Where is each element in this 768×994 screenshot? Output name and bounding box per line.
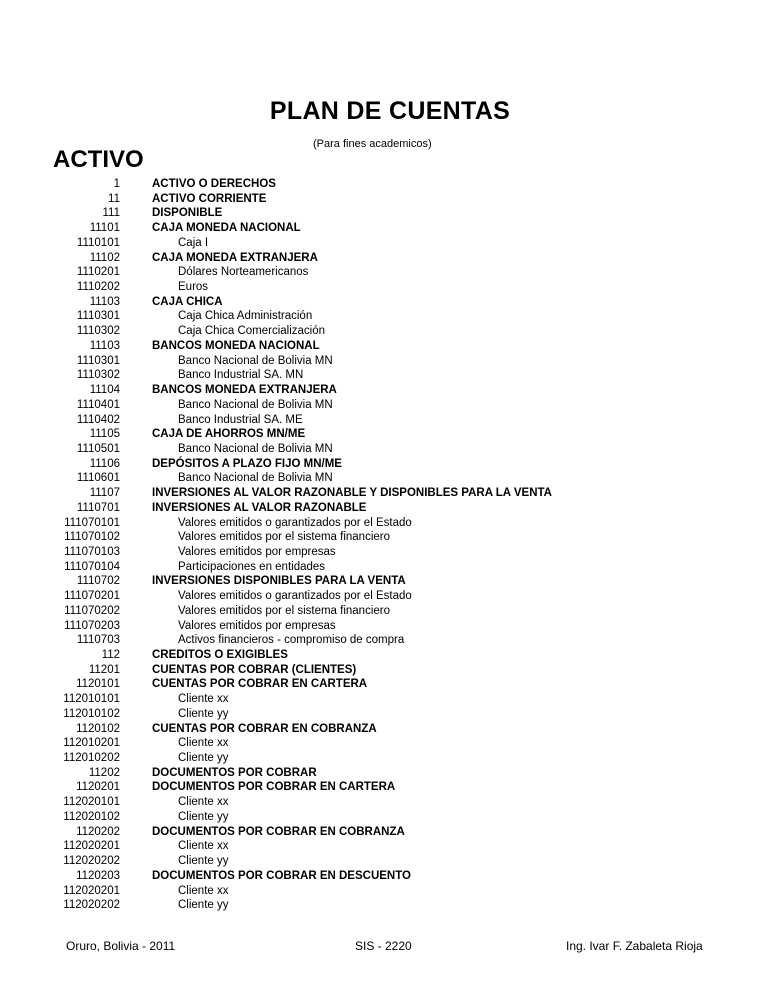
account-row [0, 589, 768, 604]
account-row [0, 221, 768, 236]
account-name: Cliente yy [178, 707, 229, 720]
account-row [0, 265, 768, 280]
account-group-name: CUENTAS POR COBRAR EN COBRANZA [152, 722, 377, 735]
account-row [0, 442, 768, 457]
account-row [0, 722, 768, 737]
account-group-name: CAJA DE AHORROS MN/ME [152, 428, 306, 441]
account-row [0, 648, 768, 663]
footer-location: Oruro, Bolivia - 2011 [66, 939, 176, 953]
account-name: Cliente xx [178, 884, 229, 897]
account-code: 111070202 [64, 604, 120, 617]
account-code: 11104 [89, 384, 120, 397]
account-group-name: ACTIVO O DERECHOS [152, 178, 276, 190]
account-code: 11 [108, 192, 120, 205]
section-heading: ACTIVO [53, 146, 144, 173]
account-code: 112020201 [63, 840, 120, 853]
account-name: Banco Nacional de Bolivia MN [178, 442, 333, 455]
account-code: 1120203 [76, 869, 120, 882]
account-row [0, 339, 768, 354]
account-name: Valores emitidos o garantizados por el Estado [178, 516, 412, 529]
account-code: 11201 [88, 663, 120, 676]
account-code: 1 [113, 178, 120, 190]
account-name: Valores emitidos por el sistema financiero [178, 604, 390, 617]
account-code: 11105 [89, 428, 120, 441]
footer-author: Ing. Ivar F. Zabaleta Rioja [566, 939, 703, 953]
account-group-name: CUENTAS POR COBRAR EN CARTERA [152, 678, 368, 691]
account-group-name: CAJA CHICA [152, 295, 223, 308]
account-row [0, 810, 768, 825]
account-code: 1110601 [76, 472, 120, 485]
account-row [0, 545, 768, 560]
account-group-name: CAJA MONEDA NACIONAL [152, 222, 301, 235]
account-code: 112 [101, 649, 120, 661]
account-code: 1110301 [76, 310, 120, 323]
account-row [0, 677, 768, 692]
account-row [0, 766, 768, 781]
account-group-name: DOCUMENTOS POR COBRAR [152, 766, 317, 779]
account-row [0, 368, 768, 383]
account-code: 1110201 [76, 266, 120, 279]
account-name: Caja Chica Comercialización [178, 325, 326, 338]
account-row [0, 707, 768, 722]
account-row [0, 825, 768, 840]
account-group-name: DISPONIBLE [152, 207, 223, 220]
account-row [0, 839, 768, 854]
account-group-name: DOCUMENTOS POR COBRAR EN COBRANZA [152, 825, 405, 838]
account-code: 1120102 [76, 722, 120, 735]
account-group-name: CUENTAS POR COBRAR (CLIENTES) [152, 663, 357, 676]
account-row [0, 633, 768, 648]
account-group-name: CAJA MONEDA EXTRANJERA [152, 251, 318, 264]
account-name: Cliente yy [178, 899, 229, 912]
account-name: Participaciones en entidades [178, 560, 326, 573]
account-row [0, 471, 768, 486]
account-code: 111070201 [64, 590, 120, 603]
account-row [0, 206, 768, 221]
page-subtitle: (Para fines academicos) [313, 138, 432, 150]
account-code: 11202 [88, 766, 120, 779]
account-row [0, 251, 768, 266]
account-name: Valores emitidos por empresas [178, 545, 336, 558]
account-name: Caja I [178, 236, 209, 249]
account-group-name: DOCUMENTOS POR COBRAR EN CARTERA [152, 781, 396, 794]
account-code: 1110401 [76, 398, 120, 411]
account-row [0, 780, 768, 795]
account-code: 112020202 [63, 899, 120, 912]
account-name: Valores emitidos por empresas [178, 619, 336, 632]
account-row [0, 354, 768, 369]
account-row [0, 574, 768, 589]
account-row [0, 324, 768, 339]
footer-course: SIS - 2220 [355, 939, 412, 953]
account-name: Cliente yy [178, 855, 229, 868]
account-row [0, 457, 768, 472]
account-code: 1120101 [76, 678, 120, 691]
account-code: 11107 [89, 487, 120, 500]
account-row [0, 516, 768, 531]
account-code: 1120201 [76, 781, 120, 794]
account-code: 1110101 [76, 236, 120, 249]
account-code: 1120202 [76, 825, 120, 838]
account-code: 1110301 [76, 354, 120, 367]
account-code: 11103 [89, 339, 120, 352]
account-code: 1110402 [76, 413, 120, 426]
account-name: Valores emitidos o garantizados por el Estado [178, 590, 412, 603]
account-row [0, 398, 768, 413]
account-row [0, 383, 768, 398]
account-group-name: ACTIVO CORRIENTE [152, 192, 267, 205]
account-group-name: BANCOS MONEDA NACIONAL [152, 339, 320, 352]
account-code: 11106 [89, 457, 120, 470]
account-code: 112010201 [63, 737, 120, 750]
account-group-name: INVERSIONES AL VALOR RAZONABLE Y DISPONIBLES PARA LA VENTA [152, 487, 552, 500]
account-name: Banco Industrial SA. ME [178, 413, 303, 426]
account-code: 112020202 [63, 855, 120, 868]
account-row [0, 309, 768, 324]
account-code: 111070104 [64, 560, 120, 573]
account-row [0, 280, 768, 295]
account-row [0, 560, 768, 575]
account-group-name: INVERSIONES DISPONIBLES PARA LA VENTA [152, 575, 406, 588]
account-row [0, 692, 768, 707]
account-code: 111070101 [64, 516, 120, 529]
account-code: 112010202 [63, 752, 120, 765]
account-row [0, 663, 768, 678]
account-code: 112020101 [63, 796, 120, 809]
account-row [0, 530, 768, 545]
account-row [0, 192, 768, 207]
account-name: Cliente yy [178, 752, 229, 765]
account-name: Euros [178, 281, 209, 294]
account-group-name: BANCOS MONEDA EXTRANJERA [152, 384, 337, 397]
account-code: 1110501 [76, 442, 120, 455]
account-code: 11103 [89, 295, 120, 308]
accounts-list [0, 177, 768, 913]
account-row [0, 795, 768, 810]
account-code: 112020201 [63, 884, 120, 897]
account-code: 112020102 [63, 810, 120, 823]
account-code: 1110702 [76, 575, 120, 588]
account-name: Banco Nacional de Bolivia MN [178, 398, 333, 411]
account-code: 1110703 [76, 634, 120, 647]
account-row [0, 427, 768, 442]
account-row [0, 884, 768, 899]
account-row [0, 751, 768, 766]
account-name: Valores emitidos por el sistema financiero [178, 531, 390, 544]
account-name: Activos financieros - compromiso de compra [178, 634, 405, 647]
account-row [0, 898, 768, 913]
account-name: Caja Chica Administración [178, 310, 313, 323]
account-code: 111070102 [64, 531, 120, 544]
account-row [0, 177, 768, 192]
account-name: Cliente xx [178, 840, 229, 853]
account-group-name: INVERSIONES AL VALOR RAZONABLE [152, 501, 367, 514]
account-name: Cliente yy [178, 810, 229, 823]
account-name: Dólares Norteamericanos [178, 266, 309, 279]
account-name: Cliente xx [178, 737, 229, 750]
account-name: Cliente xx [178, 693, 229, 706]
account-group-name: CREDITOS O EXIGIBLES [152, 649, 288, 661]
account-code: 111070103 [64, 545, 120, 558]
account-code: 11101 [89, 222, 120, 235]
account-code: 112010102 [63, 707, 120, 720]
account-name: Banco Nacional de Bolivia MN [178, 354, 333, 367]
account-name: Banco Nacional de Bolivia MN [178, 472, 333, 485]
account-code: 1110302 [76, 325, 120, 338]
account-row [0, 736, 768, 751]
account-row [0, 486, 768, 501]
account-group-name: DOCUMENTOS POR COBRAR EN DESCUENTO [152, 869, 411, 882]
account-row [0, 236, 768, 251]
account-row [0, 413, 768, 428]
account-code: 1110302 [76, 369, 120, 382]
account-name: Banco Industrial SA. MN [178, 369, 304, 382]
page-title: PLAN DE CUENTAS [269, 97, 511, 125]
account-code: 1110701 [76, 501, 120, 514]
account-group-name: DEPÓSITOS A PLAZO FIJO MN/ME [152, 457, 342, 470]
account-name: Cliente xx [178, 796, 229, 809]
account-code: 1110202 [76, 281, 120, 294]
account-row [0, 854, 768, 869]
account-code: 111070203 [64, 619, 120, 632]
account-row [0, 604, 768, 619]
account-code: 111 [102, 207, 120, 220]
account-row [0, 501, 768, 516]
account-row [0, 619, 768, 634]
account-row [0, 295, 768, 310]
account-code: 11102 [89, 251, 120, 264]
account-row [0, 869, 768, 884]
account-code: 112010101 [63, 693, 120, 706]
